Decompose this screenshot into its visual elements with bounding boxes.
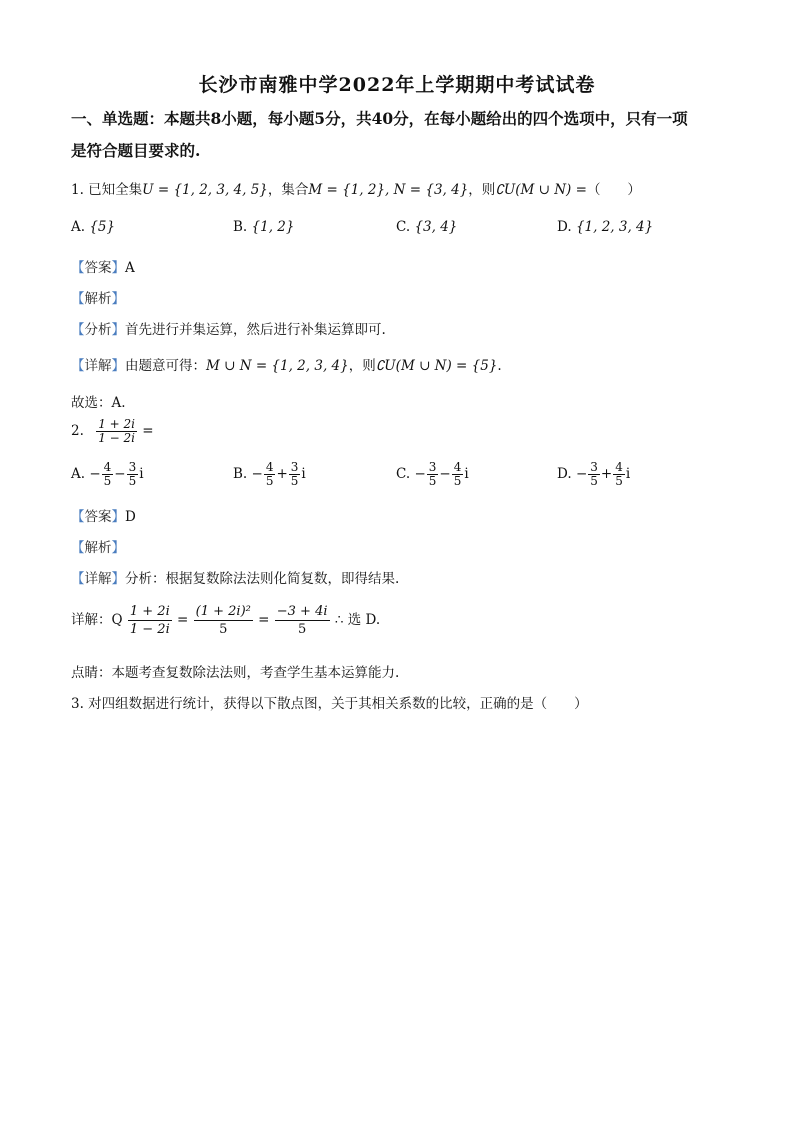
imaginary-unit: i <box>301 466 306 482</box>
option-fraction-1 <box>264 461 276 488</box>
work-fraction-3 <box>275 603 330 638</box>
option-sign: − <box>414 466 426 482</box>
q1-detail <box>71 354 502 374</box>
bracket-open: 【 <box>71 571 85 587</box>
option-label: A. <box>71 219 86 235</box>
fraction-numerator: 4 <box>453 460 462 474</box>
q2-stem <box>71 418 154 445</box>
imaginary-unit: i <box>139 466 144 482</box>
fraction-numerator: 4 <box>103 460 112 474</box>
option-label: C. <box>396 466 411 482</box>
tag-label: 答案 <box>84 509 112 525</box>
option-operator: + <box>276 466 288 482</box>
q1-stem-b: ，集合 <box>267 182 309 198</box>
tag-label: 详解 <box>84 358 112 374</box>
q1-answer <box>71 256 135 276</box>
fraction-numerator: 1 + 2i <box>129 604 170 619</box>
option-label: B. <box>233 466 248 482</box>
option-value: {3, 4} <box>414 219 458 235</box>
tag-label: 答案 <box>84 260 112 276</box>
q1-paren: （ ） <box>586 182 641 198</box>
q1-stem <box>71 178 641 198</box>
page-title: 长沙市南雅中学2022年上学期期中考试试卷 <box>198 74 596 96</box>
bracket-open: 【 <box>71 358 85 374</box>
option-value: {5} <box>89 219 116 235</box>
q2-note: 点睛：本题考查复数除法法则，考查学生基本运算能力. <box>71 665 400 681</box>
option-operator: − <box>114 466 126 482</box>
section-heading-line1: 一、单选题：本题共8小题，每小题5分，共40分，在每小题给出的四个选项中，只有一项 <box>71 109 688 128</box>
option-fraction-2 <box>452 461 464 488</box>
q1-set-mn: M = {1, 2}, N = {3, 4} <box>308 182 469 198</box>
bracket-close: 】 <box>111 322 125 338</box>
bracket-close: 】 <box>111 540 125 556</box>
fraction-denominator: 5 <box>219 622 228 637</box>
q1-option-b <box>233 219 294 235</box>
tag-label: 解析 <box>84 291 112 307</box>
fraction-numerator: 3 <box>290 460 299 474</box>
q2-option-b <box>233 461 306 488</box>
fraction-denominator: 5 <box>453 474 462 488</box>
question-number: 2. <box>71 423 84 439</box>
q2-answer <box>71 505 136 525</box>
q1-option-c <box>396 219 457 235</box>
option-label: A. <box>71 466 86 482</box>
bracket-close: 】 <box>111 509 125 525</box>
option-fraction-1 <box>102 461 114 488</box>
detail-math: M ∪ N = {1, 2, 3, 4} <box>206 358 349 374</box>
equals-sign: = <box>142 423 154 439</box>
option-fraction-2 <box>613 461 625 488</box>
option-sign: − <box>89 466 101 482</box>
fraction-numerator: 3 <box>128 460 137 474</box>
option-operator: + <box>600 466 613 482</box>
fraction-numerator: −3 + 4i <box>276 604 328 619</box>
option-label: C. <box>396 219 411 235</box>
fraction-denominator: 5 <box>615 474 623 488</box>
detail-text: 由题意可得： <box>125 358 206 374</box>
fraction-numerator: 1 + 2i <box>98 417 135 431</box>
detail-text: ，则 <box>348 358 376 374</box>
fraction-numerator: 3 <box>428 460 437 474</box>
q1-jiexi <box>71 287 125 307</box>
fraction-denominator: 5 <box>290 474 299 488</box>
q1-stem-c: ，则 <box>468 182 496 198</box>
q1-set-u: U = {1, 2, 3, 4, 5} <box>142 182 268 198</box>
imaginary-unit: i <box>625 466 631 482</box>
work-end: ∴ 选 D. <box>334 612 381 628</box>
fraction-denominator: 5 <box>590 474 598 488</box>
detail-text: . <box>497 358 502 374</box>
q2-option-c <box>396 461 469 488</box>
q1-expr: ∁U(M ∪ N) = <box>495 182 587 198</box>
q1-option-a <box>71 219 115 235</box>
option-value: {1, 2} <box>251 219 295 235</box>
bracket-close: 】 <box>111 291 125 307</box>
q1-analysis <box>71 318 386 338</box>
option-value: {1, 2, 3, 4} <box>575 219 654 235</box>
option-label: D. <box>557 219 572 235</box>
q2-option-d <box>557 461 630 488</box>
tag-label: 分析 <box>84 322 112 338</box>
answer-value: D <box>125 509 136 525</box>
q2-work <box>71 603 380 638</box>
bracket-open: 【 <box>71 540 85 556</box>
answer-value: A <box>125 260 135 276</box>
bracket-open: 【 <box>71 260 85 276</box>
option-fraction-2 <box>289 461 301 488</box>
fraction-denominator: 1 − 2i <box>98 431 135 445</box>
q3-stem: 3. 对四组数据进行统计，获得以下散点图，关于其相关系数的比较，正确的是（ ） <box>71 696 588 712</box>
detail-math: ∁U(M ∪ N) = {5} <box>375 358 498 374</box>
detail-text: 分析：根据复数除法法则化简复数，即得结果. <box>125 571 400 587</box>
option-fraction-2 <box>127 461 139 488</box>
fraction-denominator: 1 − 2i <box>129 622 170 637</box>
bracket-open: 【 <box>71 322 85 338</box>
analysis-text: 首先进行并集运算，然后进行补集运算即可. <box>125 322 386 338</box>
fraction-denominator: 5 <box>298 622 307 637</box>
option-sign: − <box>251 466 263 482</box>
bracket-open: 【 <box>71 509 85 525</box>
fraction-numerator: 4 <box>265 460 274 474</box>
work-label: 详解：Q <box>71 612 123 628</box>
option-fraction-1 <box>427 461 439 488</box>
option-sign: − <box>575 466 588 482</box>
bracket-close: 】 <box>111 260 125 276</box>
tag-label: 详解 <box>84 571 112 587</box>
bracket-close: 】 <box>111 571 125 587</box>
imaginary-unit: i <box>464 466 469 482</box>
fraction-numerator: 4 <box>615 460 623 474</box>
q1-option-d <box>557 219 653 235</box>
option-operator: − <box>439 466 451 482</box>
work-fraction-2 <box>194 603 253 638</box>
fraction-denominator: 5 <box>128 474 137 488</box>
fraction-denominator: 5 <box>265 474 274 488</box>
q1-stem-a: 1. 已知全集 <box>71 182 143 198</box>
option-fraction-1 <box>588 461 600 488</box>
equals-sign: = <box>177 612 189 628</box>
bracket-close: 】 <box>111 358 125 374</box>
fraction-numerator: (1 + 2i)² <box>195 604 251 619</box>
q2-option-a <box>71 461 144 488</box>
option-label: B. <box>233 219 248 235</box>
q1-choose: 故选：A. <box>71 395 126 411</box>
q2-fraction <box>96 418 137 445</box>
work-fraction-1 <box>128 603 172 638</box>
bracket-open: 【 <box>71 291 85 307</box>
equals-sign: = <box>258 612 270 628</box>
fraction-denominator: 5 <box>428 474 437 488</box>
q2-detail <box>71 567 399 587</box>
q2-jiexi <box>71 536 125 556</box>
option-label: D. <box>557 466 572 482</box>
fraction-numerator: 3 <box>590 460 598 474</box>
tag-label: 解析 <box>84 540 112 556</box>
section-heading-line2: 是符合题目要求的. <box>71 141 201 160</box>
fraction-denominator: 5 <box>103 474 112 488</box>
